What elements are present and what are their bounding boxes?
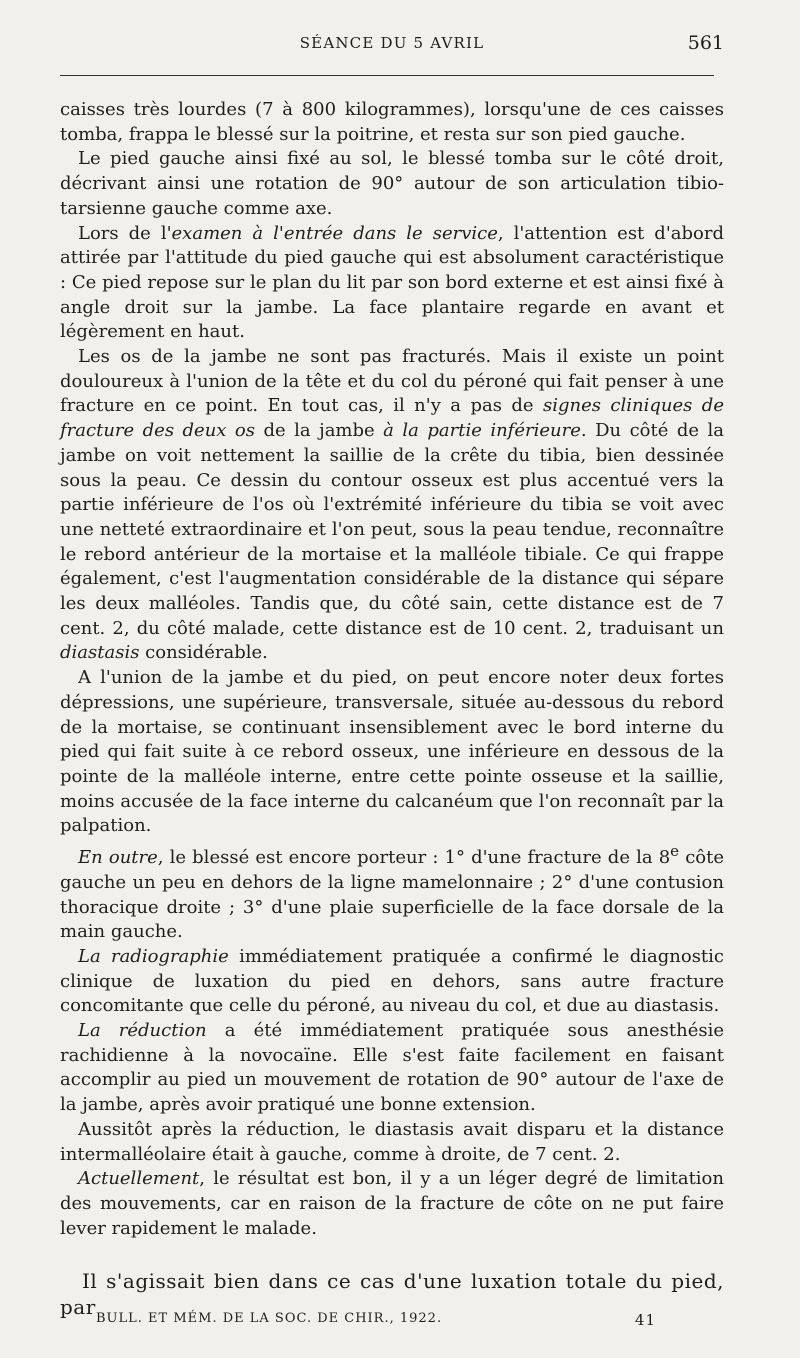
paragraph-6-superscript: e <box>670 842 680 861</box>
paragraph-10-emphasis: Actuellement <box>78 1168 200 1190</box>
paragraph-8-emphasis: La réduction <box>78 1020 207 1042</box>
paragraph-3-text-b: , l'attention est d'abord attirée par l'attitude du pied gauche qui est absolument caractéristique : Ce pied repose sur le plan du lit par son bord externe et est ainsi fixé à angle droit sur la jambe. La face plantaire regarde en avant et légèrement en haut. <box>60 222 724 343</box>
paragraph-9: Aussitôt après la réduction, le diastasis avait disparu et la distance intermalléolaire était à gauche, comme à droite, de 7 cent. 2. <box>60 1118 724 1165</box>
page-header <box>60 34 724 60</box>
paragraph-3-emphasis: examen à l'entrée dans le service <box>171 222 498 244</box>
header-rule <box>60 75 714 76</box>
page-footer <box>96 1311 656 1329</box>
paragraph-7 <box>60 945 724 1019</box>
paragraph-1: caisses très lourdes (7 à 800 kilogrammes), lorsqu'une de ces caisses tomba, frappa le blessé sur la poitrine, et resta sur son pied gauche. <box>60 99 724 145</box>
paragraph-4 <box>60 345 724 666</box>
paragraph-4-text-d: considérable. <box>139 642 268 664</box>
paragraph-4-emphasis-3: diastasis <box>60 642 140 664</box>
paragraph-4-text-c: . Du côté de la jambe on voit nettement la saillie de la crête du tibia, bien dessinée sous la peau. Ce dessin du contour osseux est plus accentué vers la partie inférieure de l'os où l'extrémité inférieure du tibia se voit avec une netteté extraordinaire et l'on peut, sous la peau tendue, reconnaître le rebord antérieur de la mortaise et la malléole tibiale. Ce qui frappe également, c'est l'augmentation considérable de la distance qui sépare les deux malléoles. Tandis que, du côté sain, cette distance est de 7 cent. 2, du côté malade, cette distance est de 10 cent. 2, traduisant un <box>60 420 725 639</box>
paragraph-10 <box>60 1167 724 1241</box>
paragraph-4-emphasis-1: signes cliniques de fracture des deux os <box>60 395 724 442</box>
paragraph-3 <box>60 222 724 346</box>
body-text <box>60 98 724 1241</box>
paragraph-10-text: , le résultat est bon, il y a un léger degré de limitation des mouvements, car en raison de la fracture de côte on ne put faire lever rapidement le malade. <box>60 1168 724 1239</box>
paragraph-6-emphasis: En outre <box>78 847 158 869</box>
paragraph-7-emphasis: La radiographie <box>78 945 229 967</box>
running-title: SÉANCE DU 5 AVRIL <box>299 34 485 52</box>
paragraph-2: Le pied gauche ainsi fixé au sol, le blessé tomba sur le côté droit, décrivant ainsi une rotation de 90° autour de son articulation tibio-tarsienne gauche comme axe. <box>60 148 724 219</box>
paragraph-4-text-a: Les os de la jambe ne sont pas fracturés. Mais il existe un point douloureux à l'union de la tête et du col du péroné qui fait penser à une fracture en ce point. En tout cas, il n'y a pas de <box>60 346 724 417</box>
paragraph-6 <box>60 839 724 945</box>
paragraph-6-text-b: côte gauche un peu en dehors de la ligne mamelonnaire ; 2° d'une contusion thoracique droite ; 3° d'une plaie superficielle de la face dorsale de la main gauche. <box>60 847 724 943</box>
paragraph-6-text-a: , le blessé est encore porteur : 1° d'une fracture de la 8 <box>157 847 671 869</box>
signature-mark: 41 <box>634 1311 656 1329</box>
footer-citation: BULL. ET MÉM. DE LA SOC. DE CHIR., 1922. <box>96 1311 443 1326</box>
paragraph-11: Il s'agissait bien dans ce cas d'une luxation totale du pied, par <box>60 1269 724 1319</box>
paragraph-7-text: immédiatement pratiquée a confirmé le diagnostic clinique de luxation du pied en dehors, sans autre fracture concomitante que celle du péroné, au niveau du col, et due au diastasis. <box>60 945 725 1017</box>
paragraph-8-text: a été immédiatement pratiquée sous anesthésie rachidienne à la novocaïne. Elle s'est faite facilement en faisant accomplir au pied un mouvement de rotation de 90° autour de l'axe de la jambe, après avoir pratiqué une bonne extension. <box>60 1020 724 1116</box>
paragraph-5: A l'union de la jambe et du pied, on peut encore noter deux fortes dépressions, une supérieure, transversale, située au-dessous du rebord de la mortaise, se continuant insensiblement avec le bord interne du pied qui fait suite à ce rebord osseux, une inférieure en dessous de la pointe de la malléole interne, entre cette pointe osseuse et la saillie, moins accusée de la face interne du calcanéum que l'on reconnaît par la palpation. <box>60 667 724 837</box>
paragraph-3-text-a: Lors de l' <box>78 222 172 244</box>
page-number: 561 <box>687 32 724 54</box>
paragraph-8 <box>60 1019 724 1118</box>
paragraph-4-emphasis-2: à la partie inférieure <box>383 420 581 442</box>
paragraph-4-text-b: de la jambe <box>255 420 384 442</box>
